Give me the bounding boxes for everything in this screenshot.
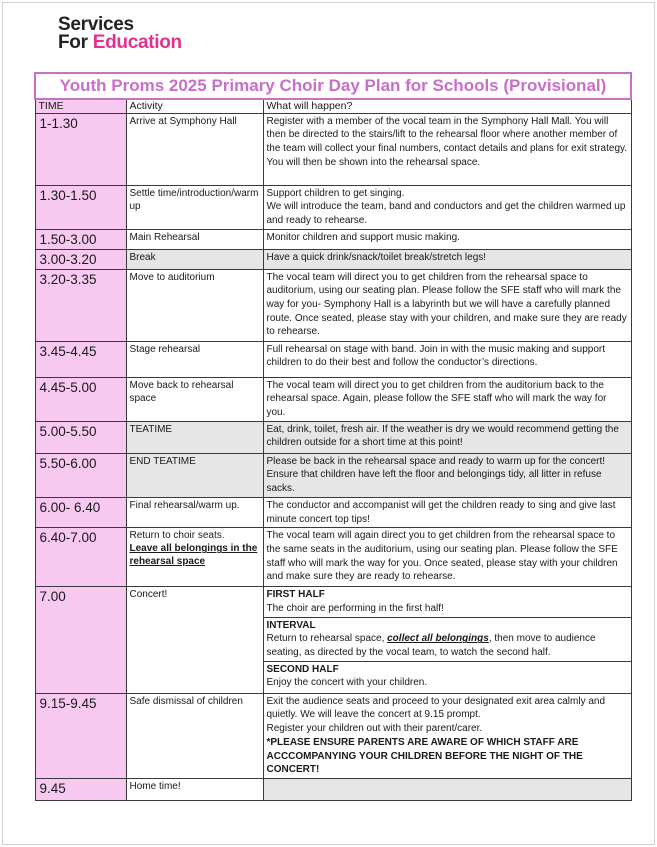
table-row [35,421,631,453]
page-title: Youth Proms 2025 Primary Choir Day Plan for Schools (Provisional) [35,73,631,99]
second-half-title: SECOND HALF [266,663,339,675]
what-line: Register your children out with their parent/carer. [266,723,483,735]
activity-cell: Final rehearsal/warm up. [126,497,263,527]
activity-cell: Home time! [126,778,263,800]
time-cell: 1.30-1.50 [35,185,126,229]
time-cell: 3.45-4.45 [35,341,126,377]
time-cell: 3.20-3.35 [35,269,126,341]
table-row [35,377,631,421]
table-row [35,453,631,497]
time-cell: 1-1.30 [35,113,126,185]
day-plan-table [34,72,632,801]
first-half-title: FIRST HALF [266,589,325,601]
table-row [35,113,631,185]
what-cell: The conductor and accompanist will get the children ready to sing and give last minute concert top tips! [263,497,631,527]
time-cell: 4.45-5.00 [35,377,126,421]
interval-emphasis: collect all belongings [387,633,489,645]
table-row [35,341,631,377]
activity-cell: END TEATIME [126,453,263,497]
activity-cell: Stage rehearsal [126,341,263,377]
activity-line: Return to choir seats. [129,530,225,542]
what-cell [263,185,631,229]
activity-cell: Safe dismissal of children [126,693,263,778]
what-cell: Monitor children and support music making. [263,229,631,249]
time-cell: 9.45 [35,778,126,800]
time-cell: 6.00- 6.40 [35,497,126,527]
time-cell: 9.15-9.45 [35,693,126,778]
interval-pre: Return to rehearsal space, [266,633,388,645]
services-for-education-logo [58,16,182,52]
interval-title: INTERVAL [266,619,316,631]
activity-cell: Move to auditorium [126,269,263,341]
time-cell: 5.00-5.50 [35,421,126,453]
what-cell: Have a quick drink/snack/toilet break/stretch legs! [263,249,631,269]
parents-warning: *PLEASE ENSURE PARENTS ARE AWARE OF WHICH STAFF ARE ACCCOMPANYING YOUR CHILDREN BEFORE THE NIGHT OF THE CONCERT! [266,736,583,776]
interval-post: , then move to audience seating, as directed by the vocal team, to watch the second half. [266,633,596,659]
table-header-row [35,99,631,113]
table-row [35,269,631,341]
what-line: Support children to get singing. [266,187,405,199]
what-line: Exit the audience seats and proceed to your designated exit area calmly and quietly. We will leave the concert at 9.15 prompt. [266,695,606,721]
first-half-cell [263,587,631,617]
activity-cell: Concert! [126,587,263,694]
time-cell: 6.40-7.00 [35,528,126,587]
activity-cell: Arrive at Symphony Hall [126,113,263,185]
header-what: What will happen? [263,99,631,113]
table-row [35,693,631,778]
time-cell: 1.50-3.00 [35,229,126,249]
header-activity: Activity [126,99,263,113]
activity-cell: TEATIME [126,421,263,453]
table-row [35,587,631,617]
belongings-warning: Leave all belongings in the rehearsal space [129,543,258,568]
what-cell: The vocal team will direct you to get children from the rehearsal space to auditorium, using our seating plan. Please follow the SFE staff who will mark the way for you- Symphony Hall is a labyrinth but we will have a carefully planned route. Once seated, please stay with your children, and make sure they are ready to rehearse. [263,269,631,341]
activity-cell: Settle time/introduction/warm up [126,185,263,229]
what-cell [263,778,631,800]
activity-cell: Break [126,249,263,269]
what-cell: Full rehearsal on stage with band. Join in with the music making and support children to do their best and follow the conductor’s directions. [263,341,631,377]
table-row [35,497,631,527]
first-half-text: The choir are performing in the first half! [266,602,444,614]
activity-cell [126,528,263,587]
time-cell: 7.00 [35,587,126,694]
activity-cell: Main Rehearsal [126,229,263,249]
table-row [35,229,631,249]
table-row [35,528,631,587]
what-cell [263,693,631,778]
what-cell: Register with a member of the vocal team in the Symphony Hall Mall. You will then be directed to the stairs/lift to the rehearsal floor where another member of the team will collect your final numbers, contact details and plans for exit strategy. You will then be shown into the rehearsal space. [263,113,631,185]
what-cell: The vocal team will again direct you to get children from the rehearsal space to the same seats in the auditorium, using our seating plan. Please follow the SFE staff who will mark the way for you. Once seated, please stay with your children and make sure they are ready to rehearse. [263,528,631,587]
interval-text [267,632,628,659]
logo-line-2 [58,34,182,52]
what-line: We will introduce the team, band and conductors and get the children warmed up and ready to rehearse. [266,201,626,226]
table-row [35,778,631,800]
second-half-cell [263,661,631,693]
logo-line-1: Services [58,14,134,35]
what-cell: The vocal team will direct you to get children from the auditorium back to the rehearsal space. Again, please follow the SFE staff who will mark the way for you. [263,377,631,421]
header-time: TIME [35,99,126,113]
table-row [35,185,631,229]
activity-cell: Move back to rehearsal space [126,377,263,421]
time-cell: 3.00-3.20 [35,249,126,269]
logo-education: Education [92,32,182,53]
second-half-text: Enjoy the concert with your children. [266,677,428,689]
table-row [35,249,631,269]
time-cell: 5.50-6.00 [35,453,126,497]
interval-cell [263,617,631,661]
what-cell: Please be back in the rehearsal space and ready to warm up for the concert! Ensure that children have left the floor and belongings tidy, all litter in refuse sacks. [263,453,631,497]
logo-for: For [58,32,88,53]
what-cell: Eat, drink, toilet, fresh air. If the weather is dry we would recommend getting the children outside for a short time at this point! [263,421,631,453]
